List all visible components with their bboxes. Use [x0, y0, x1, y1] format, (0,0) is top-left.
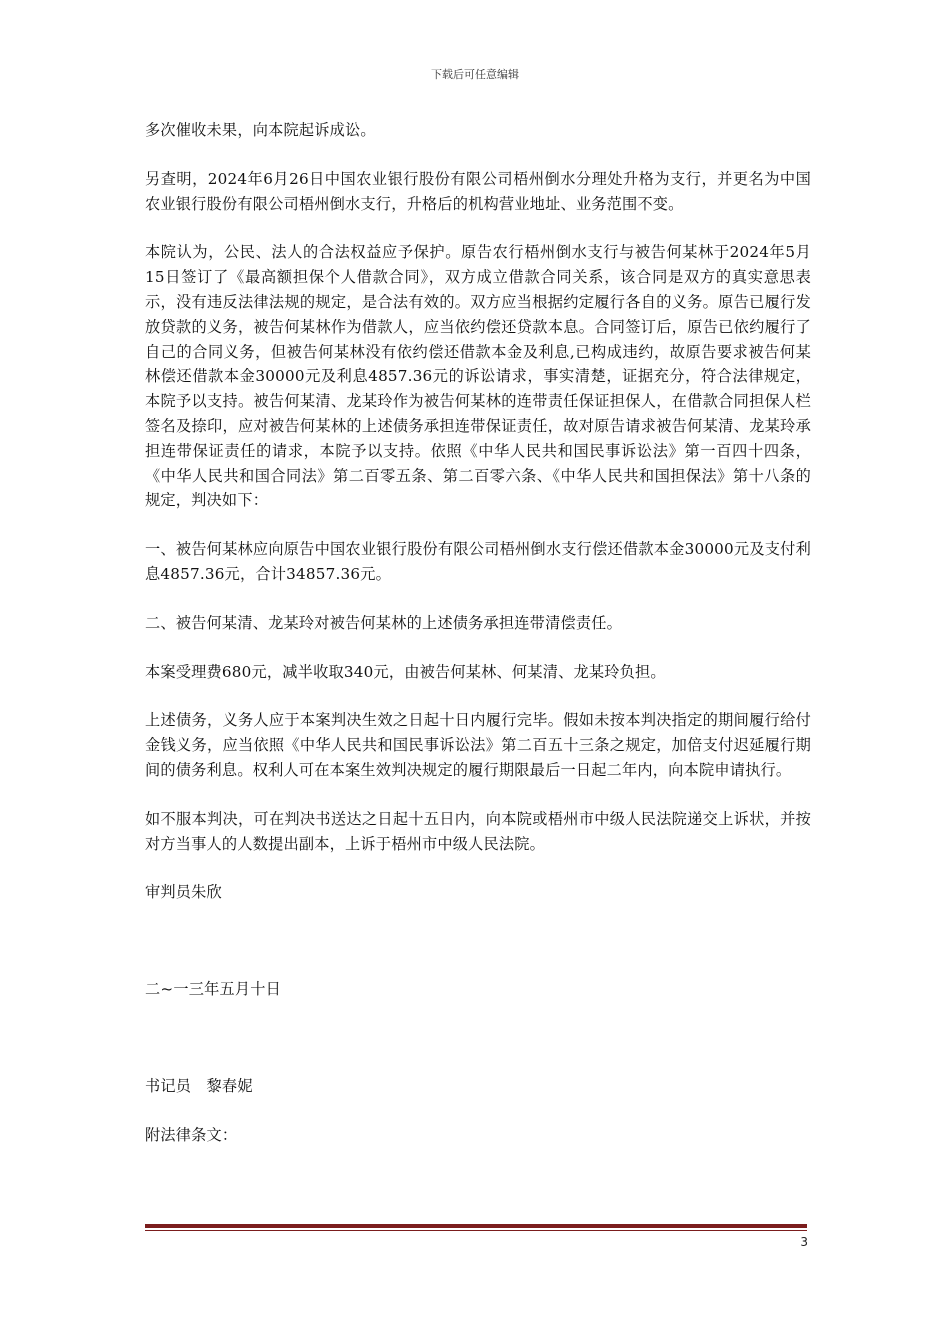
paragraph-3: 本院认为，公民、法人的合法权益应予保护。原告农行梧州倒水支行与被告何某林于2024年5月15日签订了《最高额担保个人借款合同》，双方成立借款合同关系，该合同是双方的真实意思表示，没有违反法律法规的规定，是合法有效的。双方应当根据约定履行各自的义务。原告已履行发放贷款的义务，被告何某林作为借款人，应当依约偿还贷款本息。合同签订后，原告已依约履行了自己的合同义务，但被告何某林没有依约偿还借款本金及利息,已构成违约，故原告要求被告何某林偿还借款本金30000元及利息4857.36元的诉讼请求，事实清楚，证据充分，符合法律规定，本院予以支持。被告何某清、龙某玲作为被告何某林的连带责任保证担保人，在借款合同担保人栏签名及捺印，应对被告何某林的上述债务承担连带保证责任，故对原告请求被告何某清、龙某玲承担连带保证责任的请求，本院予以支持。依照《中华人民共和国民事诉讼法》第一百四十四条，《中华人民共和国合同法》第二百零五条、第二百零六条、《中华人民共和国担保法》第十八条的规定，判决如下： [145, 243, 811, 510]
footer-rule-thin [145, 1230, 807, 1231]
paragraph-1: 多次催收未果，向本院起诉成讼。 [145, 121, 376, 139]
page-header: 下载后可任意编辑 [431, 68, 519, 81]
paragraph-4: 一、被告何某林应向原告中国农业银行股份有限公司梧州倒水支行偿还借款本金30000元及支付利息4857.36元，合计34857.36元。 [145, 540, 811, 583]
paragraph-6: 本案受理费680元，减半收取340元，由被告何某林、何某清、龙某玲负担。 [145, 662, 666, 681]
clerk-signature: 书记员 黎春妮 [145, 1076, 253, 1095]
paragraph-7: 上述债务，义务人应于本案判决生效之日起十日内履行完毕。假如未按本判决指定的期间履行给付金钱义务，应当依照《中华人民共和国民事诉讼法》第二百五十三条之规定，加倍支付迟延履行期间的债务利息。权利人可在本案生效判决规定的履行期限最后一日起二年内，向本院申请执行。 [145, 711, 811, 779]
page-number: 3 [800, 1235, 808, 1249]
document-body [145, 118, 811, 1148]
appendix-heading: 附法律条文： [145, 1125, 238, 1144]
paragraph-8: 如不服本判决，可在判决书送达之日起十五日内，向本院或梧州市中级人民法院递交上诉状，并按对方当事人的人数提出副本，上诉于梧州市中级人民法院。 [145, 809, 811, 853]
footer-rule-thick [145, 1224, 807, 1228]
judge-signature: 审判员朱欣 [145, 883, 222, 902]
paragraph-2: 另查明，2024年6月26日中国农业银行股份有限公司梧州倒水分理处升格为支行，并更名为中国农业银行股份有限公司梧州倒水支行，升格后的机构营业地址、业务范围不变。 [145, 169, 811, 213]
judgment-date: 二~一三年五月十日 [145, 980, 282, 999]
paragraph-5: 二、被告何某清、龙某玲对被告何某林的上述债务承担连带清偿责任。 [145, 613, 623, 632]
